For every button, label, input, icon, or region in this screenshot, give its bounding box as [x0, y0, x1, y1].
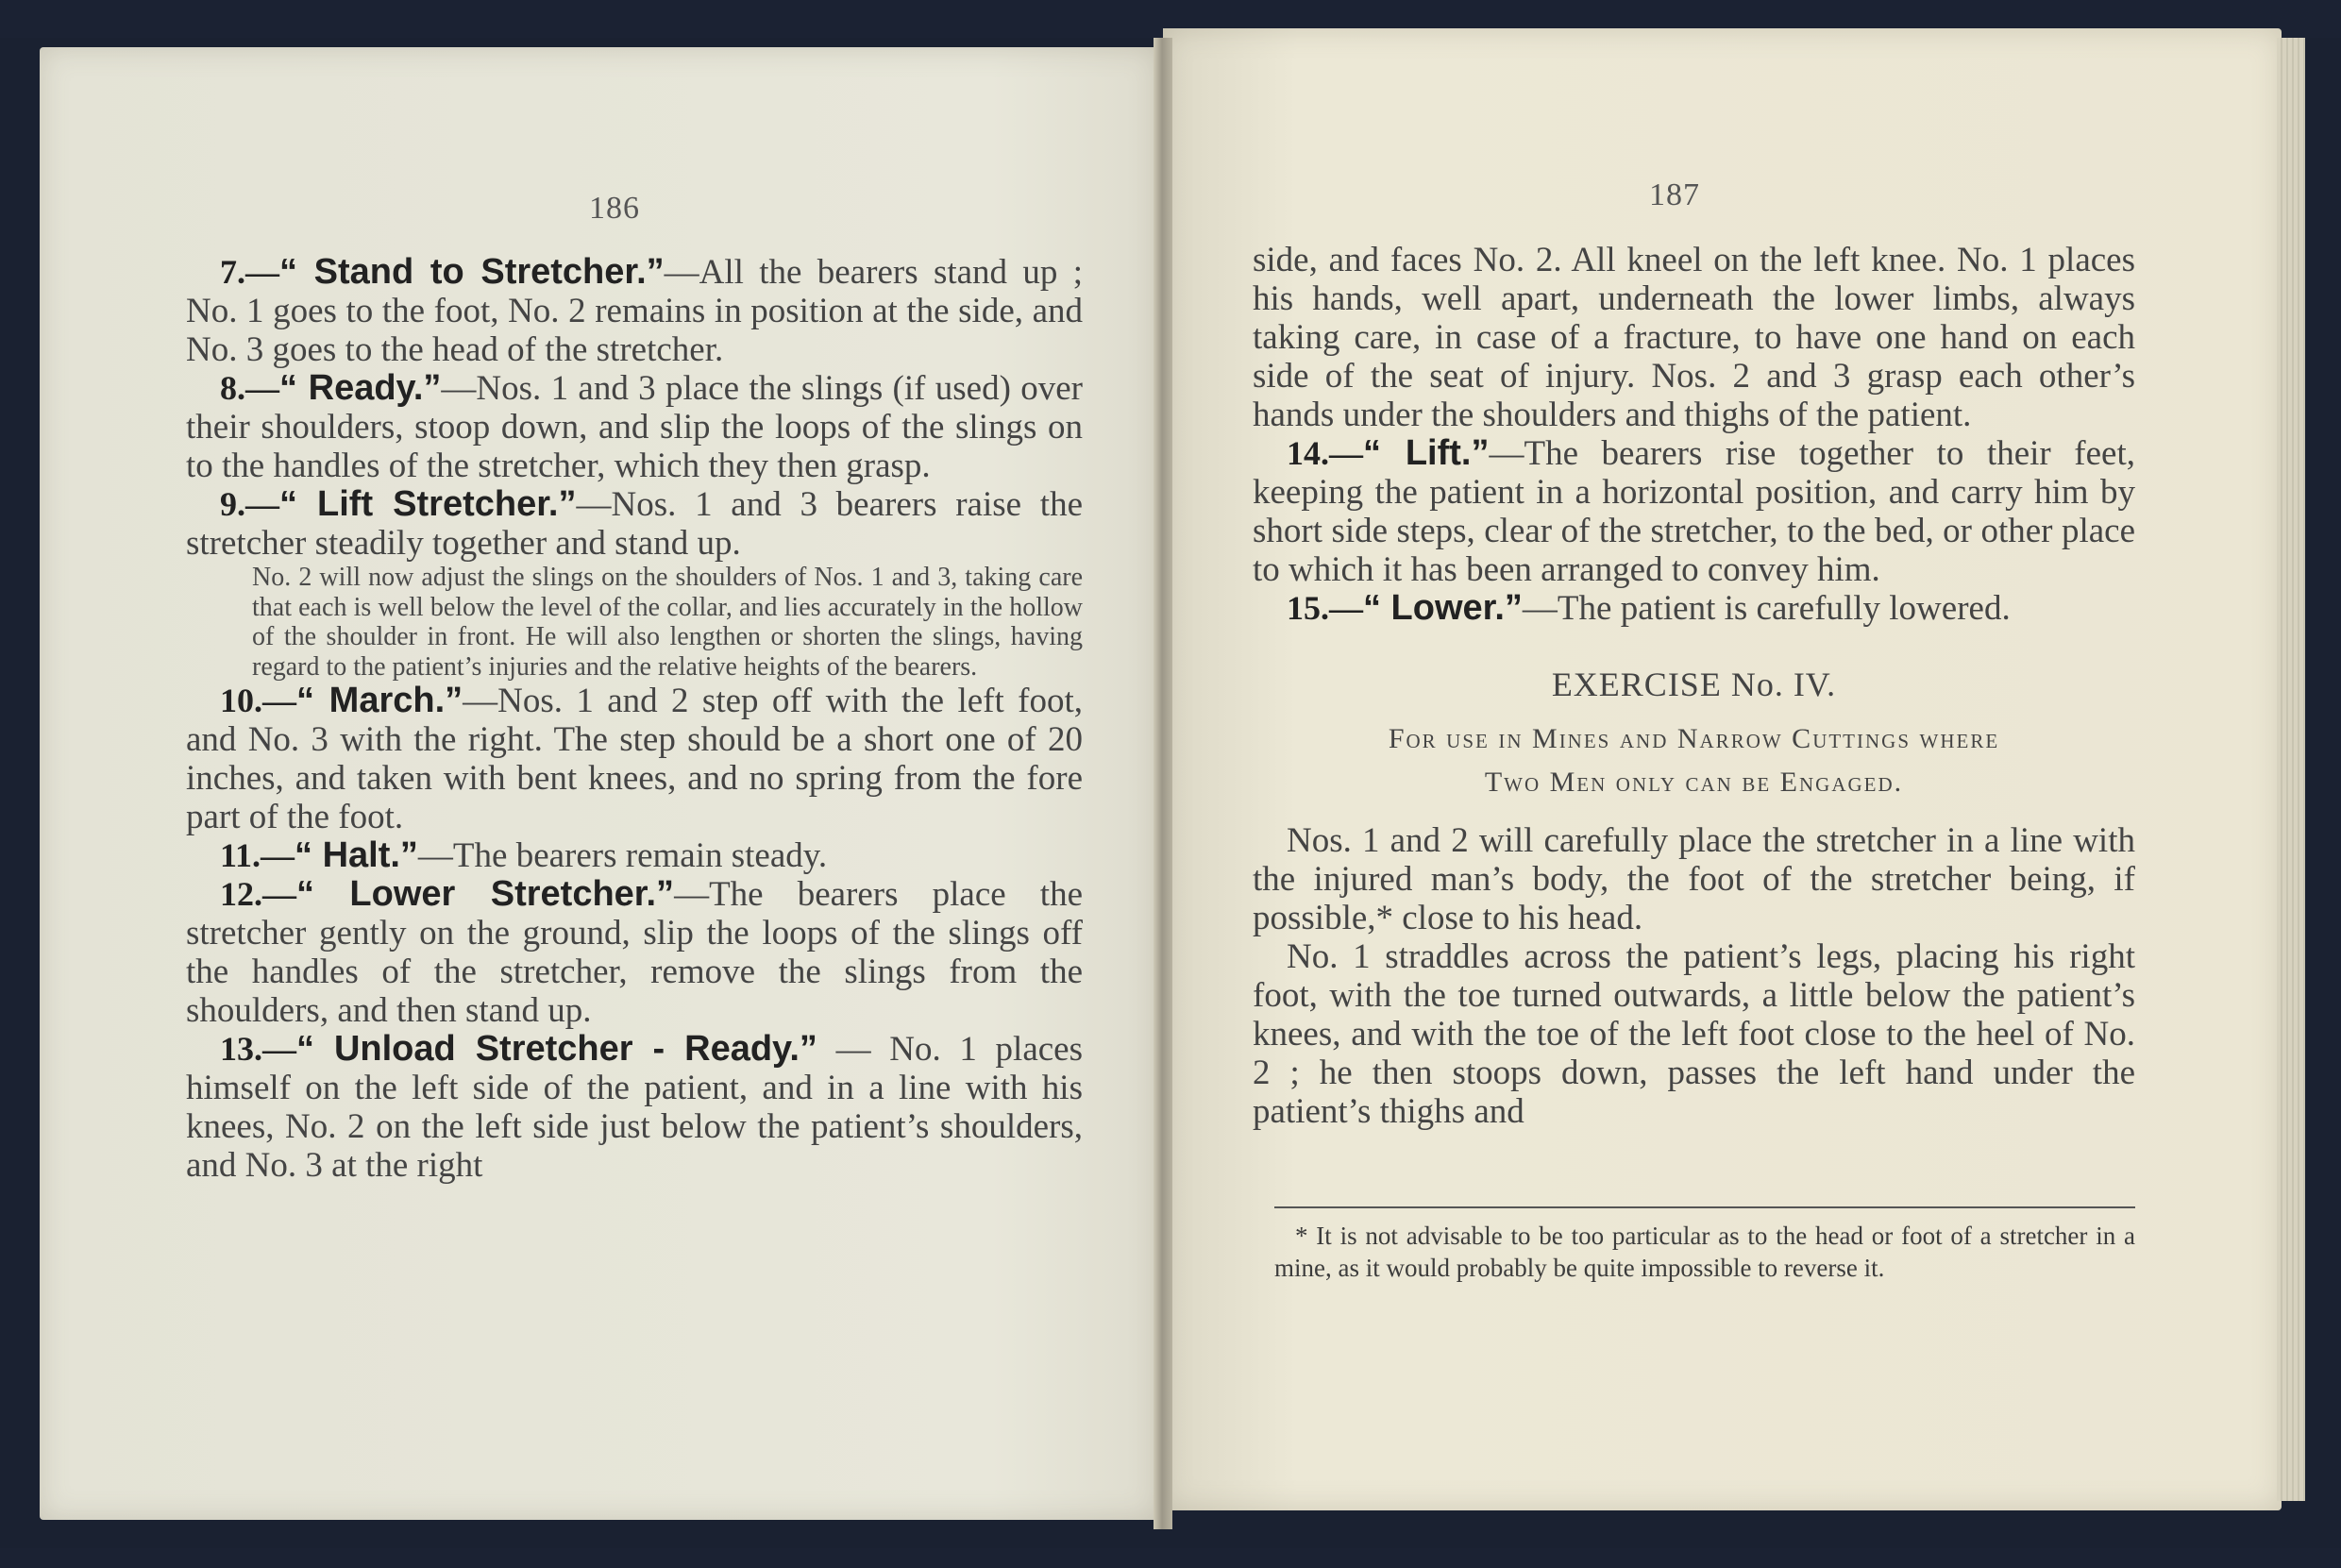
- command-heading: “ Unload Stretcher - Ready.”: [296, 1029, 817, 1069]
- paragraph-text: —Nos. 1 and 3 place the slings (if used) over their shoulders, stoop down, and slip the loops of the slings on to the handles of the stretcher, which they then grasp.: [186, 369, 1083, 485]
- paragraph-number: 14.—: [1287, 434, 1363, 472]
- command-heading: “ Stand to Stretcher.”: [279, 252, 665, 292]
- command-heading: “ Lower.”: [1363, 588, 1523, 628]
- scan-background-bottom: [0, 1548, 2341, 1568]
- paragraph-number: 7.—: [220, 253, 279, 291]
- left-page-text: [186, 253, 1083, 1185]
- book-gutter: [1154, 38, 1172, 1529]
- paragraph-text: —All the bearers stand up ; No. 1 goes to the foot, No. 2 remains in position at the side, and No. 3 goes to the head of the stretcher.: [186, 253, 1083, 369]
- paragraph-12: [186, 875, 1083, 1030]
- command-heading: “ Ready.”: [279, 368, 442, 408]
- paragraph-number: 13.—: [220, 1030, 296, 1068]
- paragraph-7: [186, 253, 1083, 369]
- paragraph-text: —The patient is carefully lowered.: [1522, 589, 2011, 628]
- paragraph-13: [186, 1030, 1083, 1185]
- paragraph-number: 15.—: [1287, 589, 1363, 627]
- paragraph-8: [186, 369, 1083, 485]
- left-page: [40, 47, 1158, 1520]
- continuation-paragraph: side, and faces No. 2. All kneel on the left knee. No. 1 places his hands, well apart, underneath the lower limbs, always taking care, in case of a fracture, to have one hand on each side of the seat of injury. Nos. 2 and 3 grasp each other’s hands under the shoulders and thighs of the patient.: [1253, 241, 2135, 434]
- exercise-title: EXERCISE No. IV.: [1551, 666, 1837, 703]
- page-number-right: 187: [1649, 177, 1700, 212]
- footnote: * It is not advisable to be too particular as to the head or foot of a stretcher in a mine, as it would probably be quite impossible to reverse it.: [1274, 1222, 2135, 1282]
- paragraph-text: —The bearers rise together to their feet, keeping the patient in a horizontal position, and carry him by short side steps, clear of the stretcher, to the bed, or other place to which it has been arranged to convey him.: [1253, 434, 2135, 589]
- paragraph-number: 12.—: [220, 875, 296, 913]
- paragraph-15: [1253, 589, 2135, 628]
- paragraph-number: 11.—: [220, 836, 295, 874]
- paragraph-9: [186, 485, 1083, 563]
- footnote-rule: [1274, 1206, 2135, 1208]
- paragraph-number: 9.—: [220, 485, 279, 523]
- right-page: [1163, 28, 2282, 1510]
- paragraph-text: —The bearers remain steady.: [417, 836, 828, 875]
- command-heading: “ March.”: [296, 681, 463, 720]
- paragraph-10: [186, 682, 1083, 836]
- paragraph-11: [186, 836, 1083, 875]
- paragraph-text: — No. 1 places himself on the left side of the patient, and in a line with his knees, No. 2 on the left side just below the patient’s shoulders, and No. 3 at the right: [186, 1030, 1083, 1185]
- page-number-left: 186: [589, 191, 640, 226]
- paragraph-number: 8.—: [220, 369, 279, 407]
- paragraph-text: —Nos. 1 and 2 step off with the left foot, and No. 3 with the right. The step should be a short one of 20 inches, and taken with bent knees, and no spring from the fore part of the foot.: [186, 682, 1083, 836]
- exercise-subtitle-line-1: For use in Mines and Narrow Cuttings where: [1388, 723, 2000, 754]
- exercise-paragraph-1: Nos. 1 and 2 will carefully place the stretcher in a line with the injured man’s body, the foot of the stretcher being, if possible,* close to his head.: [1253, 821, 2135, 937]
- exercise-subtitle-line-2: Two Men only can be Engaged.: [1484, 767, 1904, 798]
- exercise-paragraph-2: No. 1 straddles across the patient’s legs, placing his right foot, with the toe turned outwards, a little below the patient’s knees, and with the toe of the left foot close to the heel of No. 2 ; he then stoops down, passes the left hand under the patient’s thighs and: [1253, 937, 2135, 1131]
- command-heading: “ Halt.”: [295, 835, 418, 875]
- right-page-text: [1253, 241, 2135, 1131]
- paragraph-text: —The bearers place the stretcher gently on the ground, slip the loops of the slings off the handles of the stretcher, remove the slings from the shoulders, and then stand up.: [186, 875, 1083, 1030]
- command-heading: “ Lift Stretcher.”: [279, 484, 577, 524]
- paragraph-text: —Nos. 1 and 3 bearers raise the stretcher steadily together and stand up.: [186, 485, 1083, 563]
- instruction-note: No. 2 will now adjust the slings on the shoulders of Nos. 1 and 3, taking care that each is well below the level of the collar, and lies accurately in the hollow of the shoulder in front. He will also lengthen or shorten the slings, having regard to the patient’s injuries and the relative heights of the bearers.: [252, 563, 1083, 682]
- paragraph-14: [1253, 434, 2135, 589]
- page-edges: [2277, 38, 2305, 1501]
- command-heading: “ Lift.”: [1363, 433, 1490, 473]
- paragraph-number: 10.—: [220, 682, 296, 719]
- command-heading: “ Lower Stretcher.”: [296, 874, 675, 914]
